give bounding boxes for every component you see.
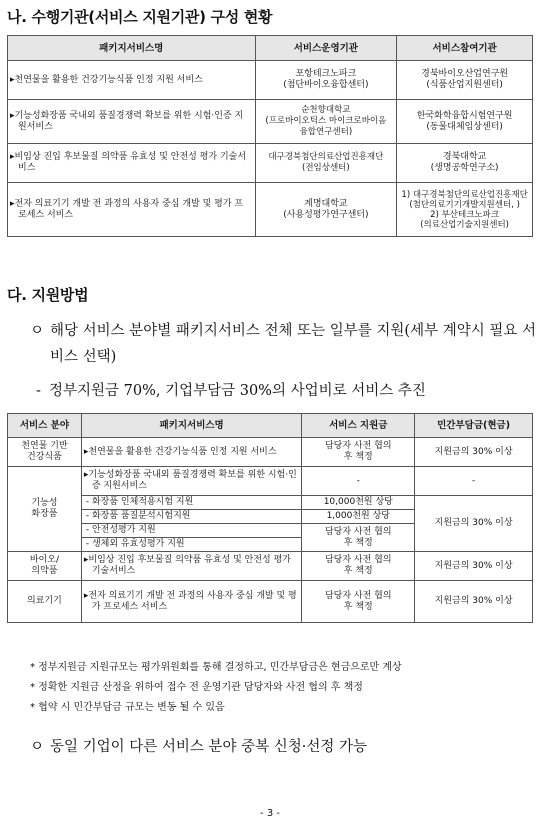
table-row bbox=[8, 438, 533, 467]
header-package-name: 패키지서비스명 bbox=[81, 414, 302, 438]
header-operator: 서비스운영기관 bbox=[255, 36, 397, 61]
funding-ratio-text: 정부지원금 70%, 기업부담금 30%의 사업비로 서비스 추진 bbox=[49, 383, 426, 399]
header-package-name: 패키지서비스명 bbox=[8, 36, 256, 61]
section-title-organization: 나. 수행기관(서비스 지원기관) 구성 현황 bbox=[7, 8, 273, 26]
support-method-text: 해당 서비스 분야별 패키지서비스 전체 또는 일부를 지원(세부 계약시 필요 서비스 선택) bbox=[50, 323, 536, 365]
participant-cell: 1) 대구경북첨단의료산업진흥재단 (첨단의료기기개발지원센터, ) 2) 부산테크노파크 (의료산업기술지원센터) bbox=[397, 183, 533, 237]
package-subitem-cell: - 안전성평가 지원 bbox=[81, 524, 302, 538]
bullet-dash: - bbox=[36, 383, 41, 399]
service-grant-cell: 담당자 사전 협의 후 책정 bbox=[302, 524, 415, 552]
private-share-cell: 지원금의 30% 이상 bbox=[415, 496, 533, 552]
service-grant-cell: 1,000천원 상당 bbox=[302, 510, 415, 524]
package-name-cell: ▸기능성화장품 국내외 품질경쟁력 확보를 위한 시험·인증 지원서비스 bbox=[8, 100, 256, 144]
service-field-cell: 의료기기 bbox=[8, 581, 82, 623]
bullet-circle: ㅇ bbox=[30, 739, 45, 755]
operator-cell: 대구경북첨단의료산업진흥재단 (전임상센터) bbox=[255, 144, 397, 183]
package-name-cell: ▸기능성화장품 국내외 품질경쟁력 확보를 위한 시험·인증 지원서비스 bbox=[81, 467, 302, 496]
private-share-cell: 지원금의 30% 이상 bbox=[415, 581, 533, 623]
package-name-cell: ▸비임상 진입 후보물질 의약품 유효성 및 안전성 평가 기술서비스 bbox=[81, 552, 302, 581]
participant-cell: 경북바이오산업연구원 (식품산업지원센터) bbox=[397, 61, 533, 100]
note-item: * 정확한 지원금 산정을 위하여 접수 전 운영기관 담당자와 사전 협의 후 책정 bbox=[30, 682, 363, 693]
package-name-cell: ▸천연물을 활용한 건강기능식품 인정 지원 서비스 bbox=[81, 438, 302, 467]
package-subitem-cell: - 화장품 인체적용시험 지원 bbox=[81, 496, 302, 510]
service-grant-cell: 담당자 사전 협의 후 책정 bbox=[302, 438, 415, 467]
operator-cell: 포항테크노파크 (첨단바이오융합센터) bbox=[255, 61, 397, 100]
duplicate-application-text: 동일 기업이 다른 서비스 분야 중복 신청·선정 가능 bbox=[50, 739, 368, 755]
private-share-cell: 지원금의 30% 이상 bbox=[415, 552, 533, 581]
table-row bbox=[8, 496, 533, 510]
header-participant: 서비스참여기관 bbox=[397, 36, 533, 61]
page-number: - 3 - bbox=[260, 808, 280, 819]
service-field-cell: 천연물 기반 건강식품 bbox=[8, 438, 82, 467]
table-row bbox=[8, 144, 533, 183]
table-row bbox=[8, 61, 533, 100]
service-grant-cell: - bbox=[302, 467, 415, 496]
section-title-support-method: 다. 지원방법 bbox=[7, 286, 89, 304]
private-share-cell: 지원금의 30% 이상 bbox=[415, 438, 533, 467]
package-name-cell: ▸천연물을 활용한 건강기능식품 인정 지원 서비스 bbox=[8, 61, 256, 100]
note-item: * 정부지원금 지원규모는 평가위원회를 통해 결정하고, 민간부담금은 현금으로만 계상 bbox=[30, 662, 402, 673]
support-table bbox=[7, 413, 533, 623]
service-field-cell: 기능성 화장품 bbox=[8, 467, 82, 552]
service-grant-cell: 담당자 사전 협의 후 책정 bbox=[302, 552, 415, 581]
note-item: * 협약 시 민간부담금 규모는 변동 될 수 있음 bbox=[30, 702, 225, 713]
package-name-cell: ▸전자 의료기기 개발 전 과정의 사용자 중심 개발 및 평가 프로세스 서비스 bbox=[81, 581, 302, 623]
table-row bbox=[8, 467, 533, 496]
package-subitem-cell: - 생체외 유효성평가 지원 bbox=[81, 538, 302, 552]
header-service-grant: 서비스 지원금 bbox=[302, 414, 415, 438]
table-row bbox=[8, 100, 533, 144]
operator-cell: 순천향대학교 (프로바이오틱스 마이크로바이옴 융합연구센터) bbox=[255, 100, 397, 144]
service-field-cell: 바이오/ 의약품 bbox=[8, 552, 82, 581]
organization-table bbox=[7, 35, 533, 237]
table-row bbox=[8, 552, 533, 581]
header-private-share: 민간부담금(현금) bbox=[415, 414, 533, 438]
table-row bbox=[8, 183, 533, 237]
service-grant-cell: 10,000천원 상당 bbox=[302, 496, 415, 510]
operator-cell: 계명대학교 (사용성평가연구센터) bbox=[255, 183, 397, 237]
private-share-cell: - bbox=[415, 467, 533, 496]
header-service-field: 서비스 분야 bbox=[8, 414, 82, 438]
participant-cell: 경북대학교 (생명공학연구소) bbox=[397, 144, 533, 183]
bullet-circle: ㅇ bbox=[30, 323, 45, 339]
service-grant-cell: 담당자 사전 협의 후 책정 bbox=[302, 581, 415, 623]
package-name-cell: ▸비임상 진입 후보물질 의약품 유효성 및 안전성 평가 기술서비스 bbox=[8, 144, 256, 183]
package-subitem-cell: - 화장품 품질분석시험지원 bbox=[81, 510, 302, 524]
table-header-row bbox=[8, 414, 533, 438]
table-header-row bbox=[8, 36, 533, 61]
package-name-cell: ▸전자 의료기기 개발 전 과정의 사용자 중심 개발 및 평가 프로세스 서비스 bbox=[8, 183, 256, 237]
table-row bbox=[8, 581, 533, 623]
participant-cell: 한국화학융합시험연구원 (동물대체임상센터) bbox=[397, 100, 533, 144]
